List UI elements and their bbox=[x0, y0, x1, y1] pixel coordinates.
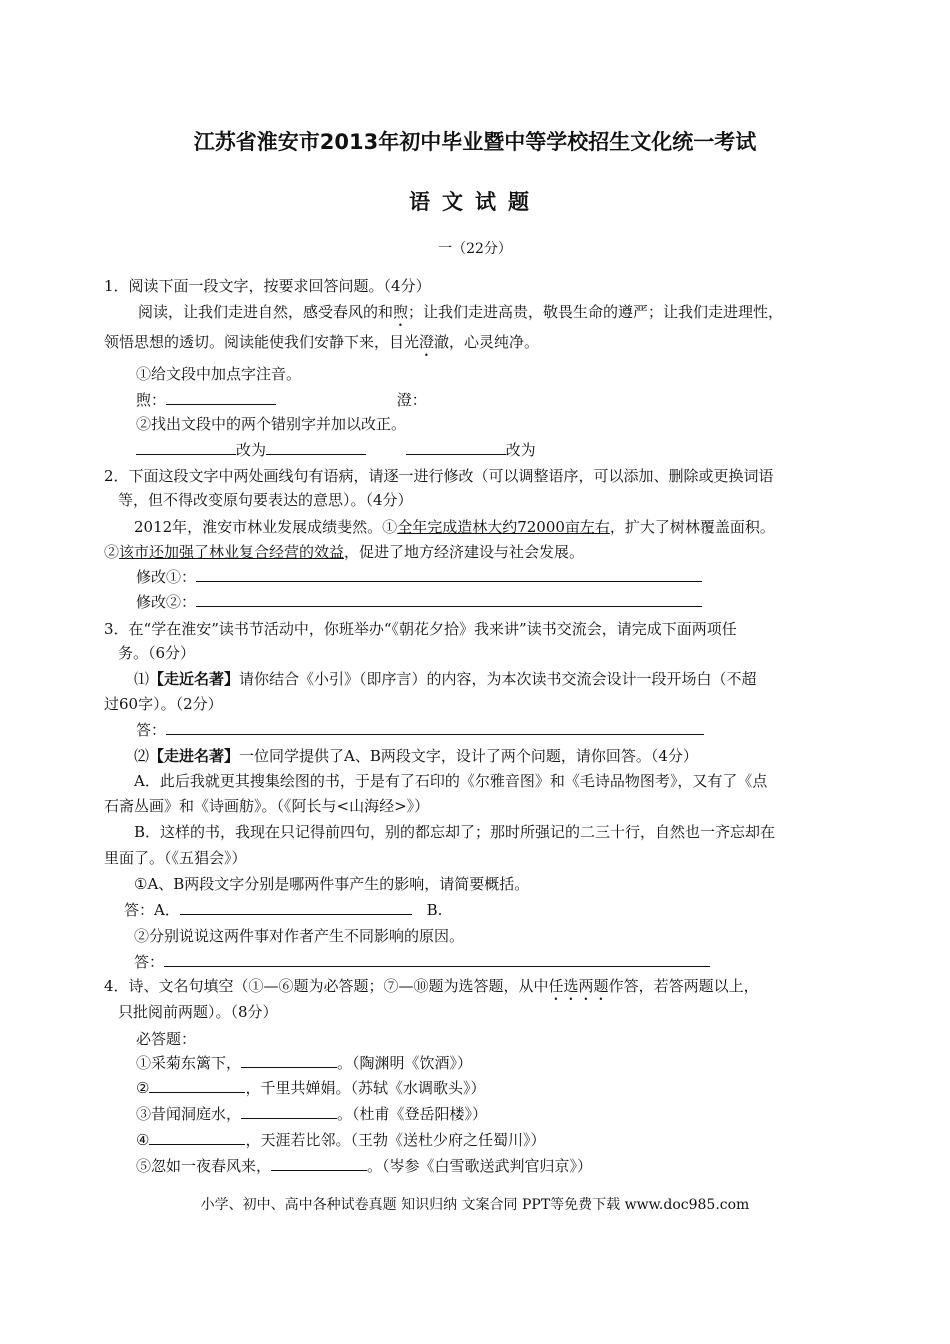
sick-sentence-1: 全年完成造林大约72000亩左右 bbox=[397, 518, 610, 536]
exam-title: 江苏省淮安市2013年初中毕业暨中等学校招生文化统一考试 bbox=[193, 130, 757, 154]
q1-pinyin-row: 煦： 澄： bbox=[136, 391, 427, 409]
fill-blank-4[interactable] bbox=[149, 1130, 245, 1145]
q3-part2-line1: ⑵【走进名著】一位同学提供了A、B两段文字，设计了两个问题，请你回答。（4分） bbox=[134, 747, 698, 765]
q1-sub1: ①给文段中加点字注音。 bbox=[136, 365, 302, 383]
dotted-char-xu: 煦 bbox=[393, 303, 409, 321]
q2-passage-line2: ②该市还加强了林业复合经营的效益，促进了地方经济建设与社会发展。 bbox=[104, 543, 585, 561]
answer-line-reason[interactable] bbox=[164, 952, 710, 967]
fill-blank-1[interactable] bbox=[241, 1053, 337, 1068]
answer-line-fix2[interactable] bbox=[196, 592, 702, 607]
q4-stem-line2: 只批阅前两题）。（8分） bbox=[118, 1003, 278, 1021]
q3-answer-ab-row: 答：A． B. bbox=[124, 901, 443, 919]
q2-stem-line2: 等，但不得改变原句要表达的意思）。（4分） bbox=[118, 491, 413, 509]
q3-passage-B-line1: B．这样的书，我现在只记得前四句，别的都忘却了；那时所强记的二三十行，自然也一齐忘却在 bbox=[134, 823, 776, 841]
answer-blank-wrong1[interactable] bbox=[136, 440, 236, 455]
answer-line-opening[interactable] bbox=[166, 720, 704, 735]
q3-question-a: ①A、B两段文字分别是哪两件事产生的影响，请简要概括。 bbox=[134, 875, 530, 893]
q1-sub2: ②找出文段中的两个错别字并加以改正。 bbox=[136, 415, 407, 433]
q1-passage-line1: 阅读，让我们走进自然，感受春风的和煦；让我们走进高贵，敬畏生命的遵严；让我们走进理性， bbox=[138, 303, 784, 321]
q3-passage-A-line2: 石斋丛画》和《诗画舫》。（《阿长与<山海经>》） bbox=[104, 797, 430, 815]
q1-passage-line2: 领悟思想的透切。阅读能使我们安静下来，目光澄澈，心灵纯净。 bbox=[104, 333, 540, 351]
q3-part1-answer-row: 答： bbox=[136, 720, 704, 740]
q4-line4: ④ ，天涯若比邻。（王勃《送杜少府之任蜀川》） bbox=[136, 1131, 546, 1149]
answer-line-A[interactable] bbox=[180, 900, 412, 915]
q4-line5: ⑤忽如一夜春风来， 。（岑参《白雪歌送武判官归京》） bbox=[136, 1157, 593, 1175]
fill-blank-5[interactable] bbox=[271, 1156, 367, 1171]
answer-blank-xu[interactable] bbox=[166, 390, 276, 405]
q3-passage-A-line1: A．此后我就更其搜集绘图的书，于是有了石印的《尔雅音图》和《毛诗品物图考》，又有了《点 bbox=[134, 772, 768, 790]
q2-stem-line1: 2．下面这段文字中两处画线句有语病，请逐一进行修改（可以调整语序，可以添加、删除或更换词语 bbox=[104, 467, 774, 485]
q1-correction-row: 改为 改为 bbox=[136, 440, 536, 460]
q3-stem-line2: 务。（6分） bbox=[118, 644, 196, 662]
q4-required-label: 必答题： bbox=[136, 1030, 197, 1048]
q4-line3: ③昔闻洞庭水， 。（杜甫《登岳阳楼》） bbox=[136, 1105, 488, 1123]
q2-passage-line1: 2012年，淮安市林业发展成绩斐然。①全年完成造林大约72000亩左右，扩大了树林覆盖面积。 bbox=[134, 518, 775, 536]
dotted-char-cheng: 澄 bbox=[419, 333, 435, 351]
fill-blank-3[interactable] bbox=[241, 1104, 337, 1119]
q3-passage-B-line2: 里面了。（《五猖会》） bbox=[104, 849, 247, 867]
fill-blank-2[interactable] bbox=[149, 1078, 245, 1093]
section-heading: 一（22分） bbox=[438, 241, 512, 257]
q2-fix2-row: 修改②： bbox=[136, 592, 702, 612]
footer-text: 小学、初中、高中各种试卷真题 知识归纳 文案合同 PPT等免费下载 www.doc985.com bbox=[200, 1197, 750, 1213]
q3-part1-line2: 过60字）。（2分） bbox=[104, 695, 223, 713]
answer-blank-right1[interactable] bbox=[266, 440, 366, 455]
q3-part1-line1: ⑴【走近名著】请你结合《小引》（即序言）的内容，为本次读书交流会设计一段开场白（不超 bbox=[134, 670, 757, 688]
q3-question-b: ②分别说说这两件事对作者产生不同影响的原因。 bbox=[134, 927, 465, 945]
answer-line-fix1[interactable] bbox=[196, 567, 702, 582]
q3-answer2-row: 答： bbox=[134, 952, 710, 972]
dotted-phrase-choose-two: 任选两题 bbox=[548, 977, 609, 995]
q3-stem-line1: 3．在“学在淮安”读书节活动中，你班举办“《朝花夕拾》我来讲”读书交流会，请完成下面两项任 bbox=[104, 620, 737, 638]
exam-subtitle: 语文试题 bbox=[409, 190, 541, 214]
q4-line1: ①采菊东篱下， 。（陶渊明《饮酒》） bbox=[136, 1054, 473, 1072]
q4-stem-line1: 4．诗、文名句填空（①—⑥题为必答题；⑦—⑩题为选答题，从中任选两题作答，若答两题以上， bbox=[104, 977, 759, 995]
sick-sentence-2: 该市还加强了林业复合经营的效益 bbox=[119, 543, 345, 561]
answer-blank-wrong2[interactable] bbox=[406, 440, 506, 455]
q1-stem: 1．阅读下面一段文字，按要求回答问题。（4分） bbox=[104, 277, 431, 295]
q2-fix1-row: 修改①： bbox=[136, 567, 702, 587]
q4-line2: ② ，千里共婵娟。（苏轼《水调歌头》） bbox=[136, 1079, 486, 1097]
